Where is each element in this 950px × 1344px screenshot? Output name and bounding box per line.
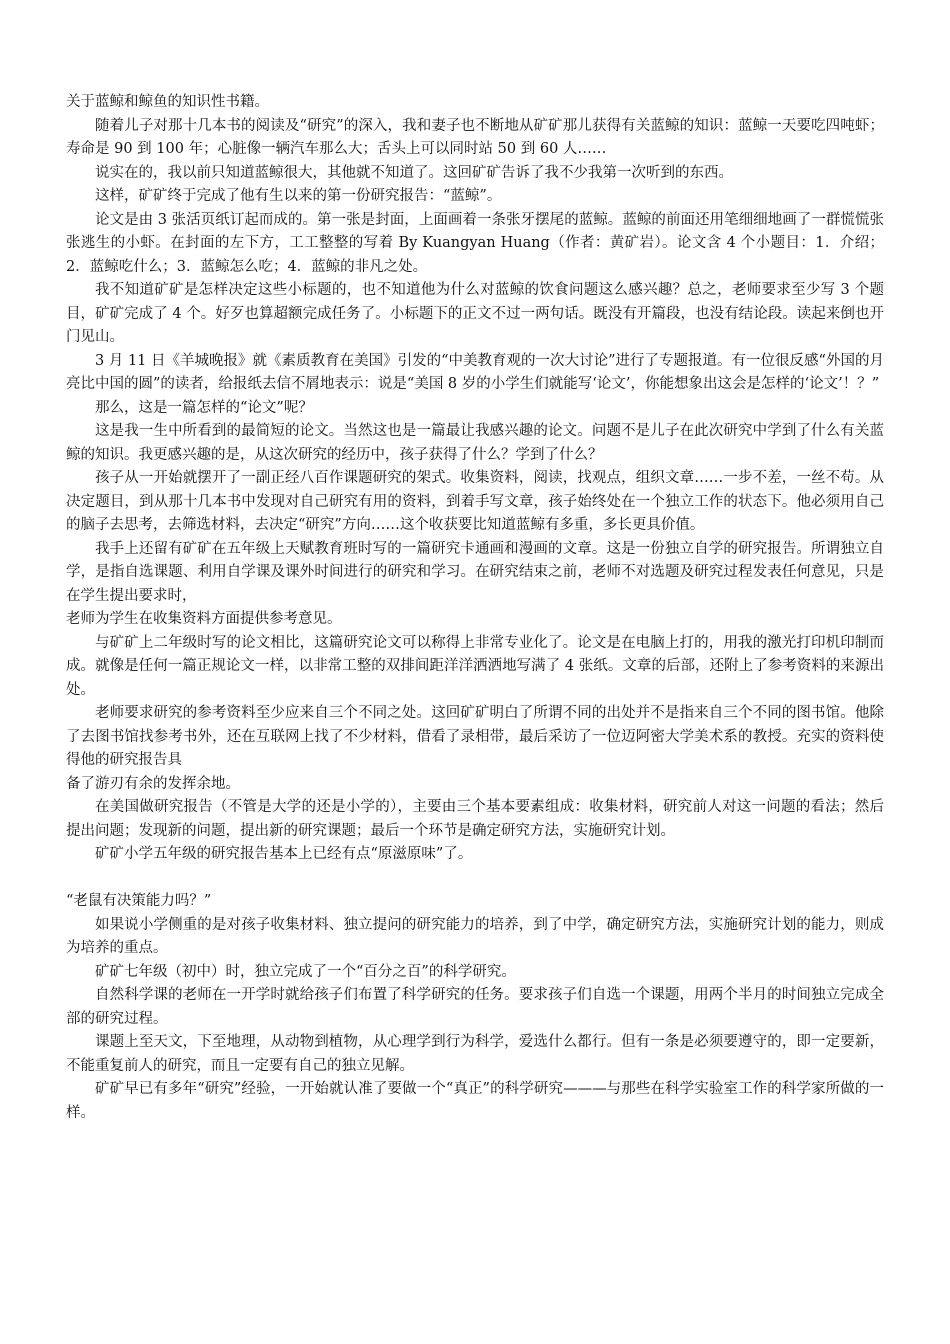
paragraph: 自然科学课的老师在一开学时就给孩子们布置了科学研究的任务。要求孩子们自选一个课题，用两个半月的时间独立完成全部的研究过程。 [66,987,884,1027]
paragraph: 说实在的，我以前只知道蓝鲸很大，其他就不知道了。这回矿矿告诉了我不少我第一次听到的东西。 [95,164,733,181]
paragraph: 老师为学生在收集资料方面提供参考意见。 [66,611,342,627]
paragraph: 如果说小学侧重的是对孩子收集材料、独立提问的研究能力的培养，到了中学，确定研究方法，实施研究计划的能力，则成为培养的重点。 [66,916,884,956]
paragraph: 3 月 11 日《羊城晚报》就《素质教育在美国》引发的“中美教育观的一次大讨论”进行了专题报道。有一位很反感“外国的月亮比中国的圆”的读者，给报纸去信不屑地表示：说是“美国 8 岁的小学生们就能写‘论文’，你能想象出这会是怎样的‘论文’！？” [66,352,884,392]
paragraph: 矿矿七年级（初中）时，独立完成了一个“百分之百”的科学研究。 [95,963,516,980]
paragraph: 矿矿早已有多年“研究”经验，一开始就认准了要做一个“真正”的科学研究———与那些在科学实验室工作的科学家所做的一样。 [66,1081,884,1121]
paragraph: 与矿矿上二年级时写的论文相比，这篇研究论文可以称得上非常专业化了。论文是在电脑上打的，用我的激光打印机印制而成。就像是任何一篇正规论文一样，以非常工整的双排间距洋洋洒洒地写满了 4 张纸。文章的后部，还附上了参考资料的来源出处。 [66,634,884,698]
paragraph: “老鼠有决策能力吗？” [66,893,212,909]
paragraph: 论文是由 3 张活页纸订起而成的。第一张是封面，上面画着一条张牙摆尾的蓝鲸。蓝鲸的前面还用笔细细地画了一群慌慌张张逃生的小虾。在封面的左下方，工工整整的写着 By Kuangyan Huang（作者：黄矿岩）。论文含 4 个小题目：1．介绍；2．蓝鲸吃什么；3．蓝鲸怎么吃；4．蓝鲸的非凡之处。 [66,211,884,275]
paragraph: 矿矿小学五年级的研究报告基本上已经有点“原滋原味”了。 [95,846,473,862]
document-page [66,91,884,1125]
paragraph: 这是我一生中所看到的最简短的论文。当然这也是一篇最让我感兴趣的论文。问题不是儿子在此次研究中学到了什么有关蓝鲸的知识。我更感兴趣的是，从这次研究的经历中，孩子获得了什么？学到了什么？ [66,423,884,463]
paragraph: 那么，这是一篇怎样的“论文”呢？ [95,399,313,416]
paragraph: 老师要求研究的参考资料至少应来自三个不同之处。这回矿矿明白了所谓不同的出处并不是指来自三个不同的图书馆。他除了去图书馆找参考书外，还在互联网上找了不少材料，借看了录相带，最后采访了一位迈阿密大学美术系的教授。充实的资料使得他的研究报告具 [66,705,884,768]
paragraph: 这样，矿矿终于完成了他有生以来的第一份研究报告：“蓝鲸”。 [95,188,502,204]
paragraph: 我不知道矿矿是怎样决定这些小标题的，也不知道他为什么对蓝鲸的饮食问题这么感兴趣？总之，老师要求至少写 3 个题目，矿矿完成了 4 个。好歹也算超额完成任务了。小标题下的正文不过一两句话。既没有开篇段，也没有结论段。读起来倒也开门见山。 [66,282,884,345]
paragraph: 备了游刃有余的发挥余地。 [66,775,240,792]
paragraph: 孩子从一开始就摆开了一副正经八百作课题研究的架式。收集资料，阅读，找观点，组织文章……一步不差，一丝不苟。从决定题目，到从那十几本书中发现对自己研究有用的资料，到着手写文章，孩子始终处在一个独立工作的状态下。他必须用自己的脑子去思考，去筛选材料，去决定“研究”方向……这个收获要比知道蓝鲸有多重，多长更具价值。 [66,470,884,533]
paragraph: 课题上至天文，下至地理，从动物到植物，从心理学到行为科学，爱选什么都行。但有一条是必须要遵守的，即一定要新，不能重复前人的研究，而且一定要有自己的独立见解。 [66,1034,884,1074]
paragraph: 我手上还留有矿矿在五年级上天赋教育班时写的一篇研究卡通画和漫画的文章。这是一份独立自学的研究报告。所谓独立自学，是指自选课题、利用自学课及课外时间进行的研究和学习。在研究结束之前，老师不对选题及研究过程发表任何意见，只是在学生提出要求时， [66,540,884,604]
paragraph: 在美国做研究报告（不管是大学的还是小学的），主要由三个基本要素组成：收集材料，研究前人对这一问题的看法；然后提出问题；发现新的问题，提出新的研究课题；最后一个环节是确定研究方法，实施研究计划。 [66,799,884,839]
paragraph: 随着儿子对那十几本书的阅读及“研究”的深入，我和妻子也不断地从矿矿那儿获得有关蓝鲸的知识：蓝鲸一天要吃四吨虾；寿命是 90 到 100 年；心脏像一辆汽车那么大；舌头上可以同时站 50 到 60 人…… [66,117,884,157]
paragraph: 关于蓝鲸和鲸鱼的知识性书籍。 [66,94,269,110]
blank-line [66,867,884,891]
